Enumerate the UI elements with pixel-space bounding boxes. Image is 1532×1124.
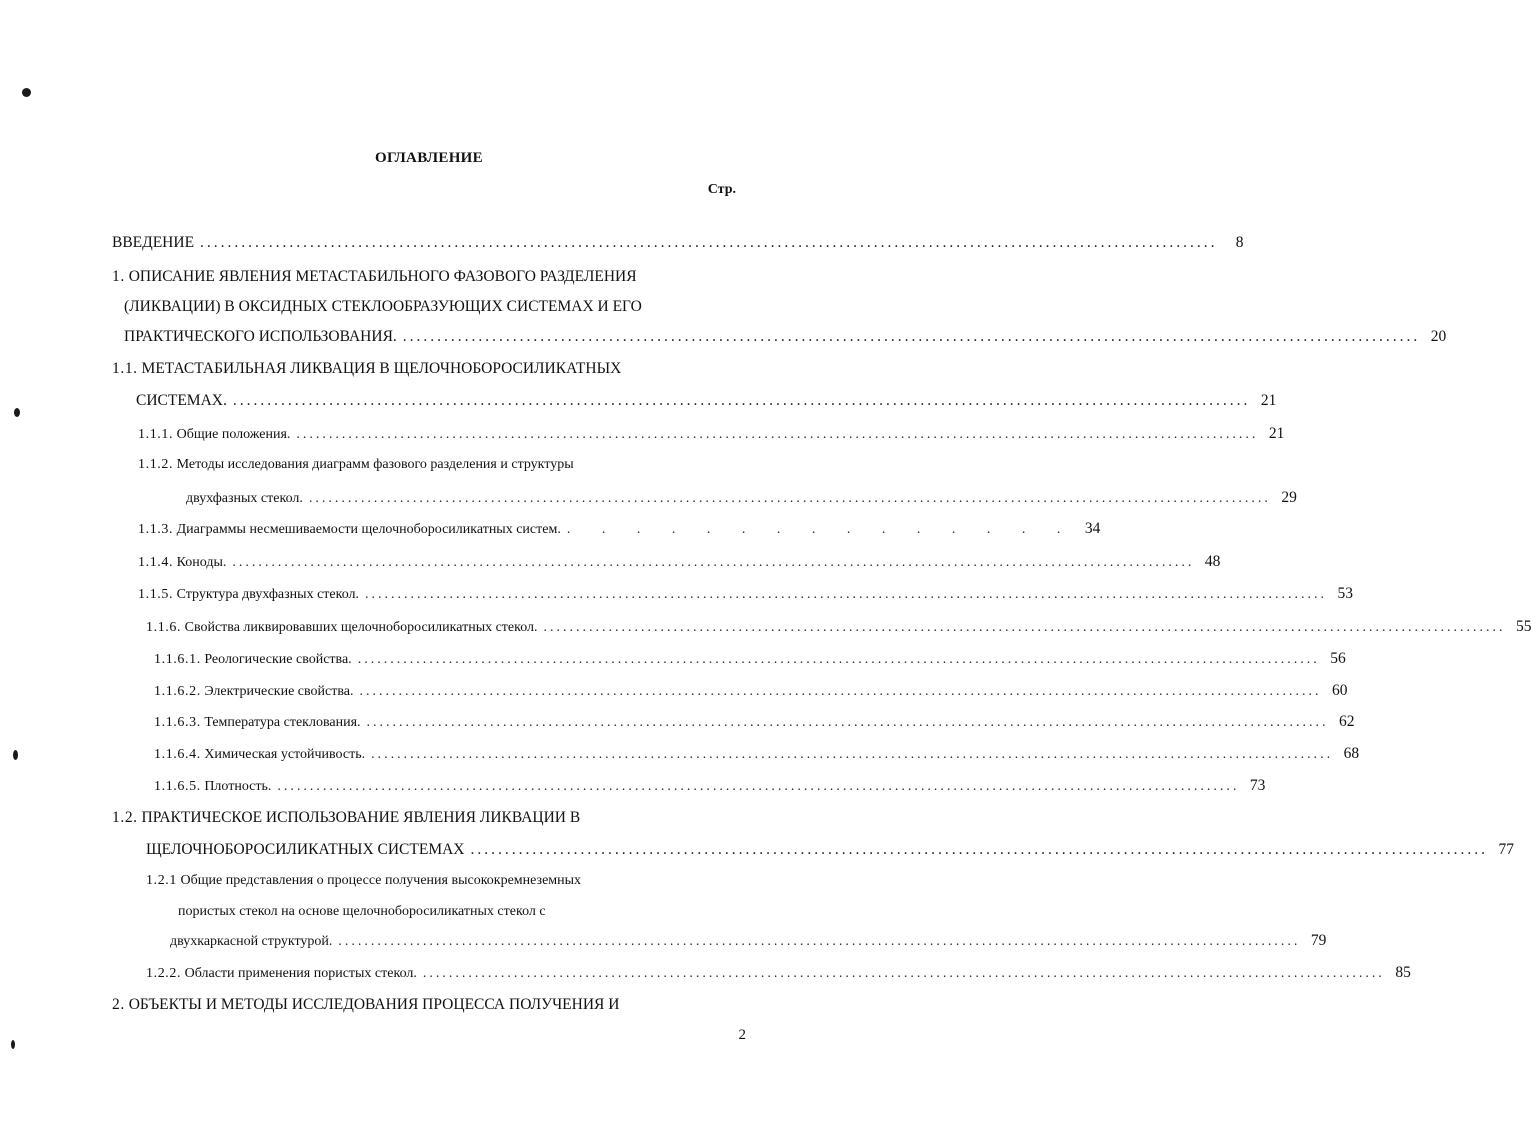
toc-entry-text: ПРАКТИЧЕСКОГО ИСПОЛЬЗОВАНИЯ.: [124, 328, 397, 345]
toc-entry-text: ЩЕЛОЧНОБОРОСИЛИКАТНЫХ СИСТЕМАХ: [146, 841, 465, 858]
toc-entry-text: Области применения пористых стекол.: [184, 966, 417, 981]
scan-speck-icon: [13, 750, 18, 760]
toc-entry-section-1-1-6-1: [154, 650, 1346, 672]
toc-page-number: 21: [1260, 392, 1277, 409]
page-number: 2: [738, 1027, 746, 1043]
toc-page-number: 34: [1084, 520, 1101, 537]
page-title: ОГЛАВЛЕНИЕ: [375, 150, 483, 166]
toc-page-number: 48: [1204, 553, 1221, 570]
toc-entry-number: 1.1.6.4.: [154, 747, 201, 762]
toc-page-number: 56: [1330, 650, 1346, 667]
leader-dots: ....................................................................................................................................................: [366, 715, 1329, 730]
leader-dots: ....................................................................................................................................................: [296, 427, 1259, 442]
toc-entry-number: 1.1.2.: [138, 457, 174, 472]
toc-entry-section-1-1-2: [138, 457, 574, 479]
toc-entry-continuation: [186, 489, 1297, 511]
leader-dots: ....................................................................................................................................................: [371, 747, 1334, 762]
toc-entry-section-1-2: [112, 809, 580, 831]
toc-entry-text: двухкаркасной структурой.: [170, 934, 333, 949]
toc-entry-section-1-1-5: [138, 585, 1354, 607]
toc-entry-introduction: [112, 234, 1244, 256]
toc-entry-number: 2.: [112, 996, 125, 1013]
toc-entry-section-1-1-6-4: [154, 745, 1360, 767]
scan-speck-icon: [11, 1040, 15, 1049]
toc-entry-text: двухфазных стекол.: [186, 491, 303, 506]
scan-speck-icon: [22, 88, 31, 97]
toc-page-number: 62: [1339, 713, 1355, 730]
toc-entry-section-1-1: [112, 360, 621, 382]
leader-dots: ....................................................................................................................................................: [338, 934, 1301, 949]
toc-entry-text: МЕТАСТАБИЛЬНАЯ ЛИКВАЦИЯ В ЩЕЛОЧНОБОРОСИЛИКАТНЫХ: [141, 360, 622, 377]
toc-entry-number: 1.: [112, 268, 125, 285]
leader-dots: ....................................................................................................................................................: [470, 841, 1488, 858]
toc-entry-text: Плотность.: [204, 779, 272, 794]
leader-dots: ....................................................................................................................................................: [232, 555, 1195, 570]
toc-entry-text: ПРАКТИЧЕСКОЕ ИСПОЛЬЗОВАНИЕ ЯВЛЕНИЯ ЛИКВАЦИИ В: [141, 809, 581, 826]
toc-entry-continuation: [136, 392, 1277, 414]
toc-entry-section-1-2-1: [146, 873, 581, 895]
toc-entry-text: пористых стекол на основе щелочноборосиликатных стекол с: [178, 904, 546, 919]
toc-entry-text: Методы исследования диаграмм фазового разделения и структуры: [176, 457, 574, 472]
toc-entry-text: (ЛИКВАЦИИ) В ОКСИДНЫХ СТЕКЛООБРАЗУЮЩИХ СИСТЕМАХ И ЕГО: [124, 298, 642, 315]
toc-entry-text: ВВЕДЕНИЕ: [112, 234, 195, 251]
toc-page-number: 77: [1498, 841, 1514, 858]
toc-page-number: 8: [1235, 234, 1244, 251]
toc-entry-text: Свойства ликвировавших щелочноборосиликатных стекол.: [184, 620, 538, 635]
toc-entry-continuation: [178, 904, 546, 926]
page-column-label: Стр.: [707, 182, 736, 197]
toc-entry-text: Реологические свойства.: [204, 652, 352, 667]
leader-dots: . . . . . . . . . . . . . . .: [566, 522, 1075, 537]
toc-entry-section-1-1-6: [146, 618, 1532, 640]
toc-entry-section-1-1-3: [138, 520, 1101, 542]
toc-page-number: 60: [1332, 682, 1348, 699]
toc-entry-continuation: [146, 841, 1514, 863]
toc-entry-number: 1.1.1.: [138, 427, 174, 442]
toc-entry-text: ОПИСАНИЕ ЯВЛЕНИЯ МЕТАСТАБИЛЬНОГО ФАЗОВОГО РАЗДЕЛЕНИЯ: [128, 268, 637, 285]
toc-entry-number: 1.1.5.: [138, 587, 174, 602]
toc-entry-text: Коноды.: [176, 555, 227, 570]
toc-entry-section-1-1-6-3: [154, 713, 1355, 735]
toc-entry-section-1-2-2: [146, 964, 1411, 986]
toc-entry-number: 1.1.6.1.: [154, 652, 201, 667]
toc-entry-continuation: [170, 932, 1327, 954]
toc-page-number: 55: [1516, 618, 1532, 635]
toc-entry-number: 1.1.3.: [138, 522, 174, 537]
toc-entry-continuation: [124, 298, 642, 320]
toc-page-number: 68: [1343, 745, 1360, 762]
toc-entry-number: 1.1.4.: [138, 555, 174, 570]
toc-entry-number: 1.1.6.: [146, 620, 182, 635]
toc-entry-section-1-1-6-5: [154, 777, 1266, 799]
toc-entry-text: Электрические свойства.: [204, 684, 354, 699]
toc-entry-number: 1.1.: [112, 360, 138, 377]
toc-entry-text: СИСТЕМАХ.: [136, 392, 227, 409]
toc-entry-number: 1.1.6.5.: [154, 779, 201, 794]
toc-page-number: 29: [1281, 489, 1297, 506]
toc-page-number: 53: [1337, 585, 1354, 602]
leader-dots: ....................................................................................................................................................: [277, 779, 1240, 794]
leader-dots: ....................................................................................................................................................: [543, 620, 1506, 635]
leader-dots: ....................................................................................................................................................: [402, 328, 1421, 345]
toc-entry-number: 1.2.1: [146, 873, 177, 888]
toc-entry-text: Диаграммы несмешиваемости щелочноборосиликатных систем.: [176, 522, 561, 537]
toc-page-number: 20: [1430, 328, 1447, 345]
toc-entry-text: Химическая устойчивость.: [204, 747, 366, 762]
leader-dots: ....................................................................................................................................................: [200, 234, 1218, 251]
toc-entry-text: Общие представления о процессе получения высококремнеземных: [180, 873, 582, 888]
toc-entry-section-1-1-6-2: [154, 682, 1348, 704]
toc-entry-section-1-1-1: [138, 425, 1285, 447]
toc-entry-number: 1.2.: [112, 809, 138, 826]
toc-entry-continuation: [124, 328, 1447, 350]
leader-dots: ....................................................................................................................................................: [422, 966, 1385, 981]
toc-entry-number: 1.2.2.: [146, 966, 182, 981]
leader-dots: ....................................................................................................................................................: [359, 684, 1322, 699]
toc-entry-section-1-1-4: [138, 553, 1221, 575]
scan-speck-icon: [14, 408, 20, 417]
toc-entry-text: Структура двухфазных стекол.: [176, 587, 360, 602]
leader-dots: ....................................................................................................................................................: [357, 652, 1320, 667]
toc-page-number: 21: [1268, 425, 1285, 442]
toc-entry-chapter-1: [112, 268, 637, 290]
toc-entry-text: ОБЪЕКТЫ И МЕТОДЫ ИССЛЕДОВАНИЯ ПРОЦЕССА ПОЛУЧЕНИЯ И: [128, 996, 620, 1013]
toc-entry-number: 1.1.6.3.: [154, 715, 201, 730]
toc-page-number: 85: [1395, 964, 1411, 981]
toc-entry-text: Температура стеклования.: [204, 715, 361, 730]
leader-dots: ....................................................................................................................................................: [308, 491, 1271, 506]
leader-dots: ....................................................................................................................................................: [232, 392, 1251, 409]
toc-page-number: 73: [1249, 777, 1266, 794]
leader-dots: ....................................................................................................................................................: [365, 587, 1328, 602]
toc-page-number: 79: [1310, 932, 1327, 949]
toc-entry-text: Общие положения.: [176, 427, 291, 442]
toc-entry-number: 1.1.6.2.: [154, 684, 201, 699]
toc-entry-chapter-2: [112, 996, 619, 1018]
